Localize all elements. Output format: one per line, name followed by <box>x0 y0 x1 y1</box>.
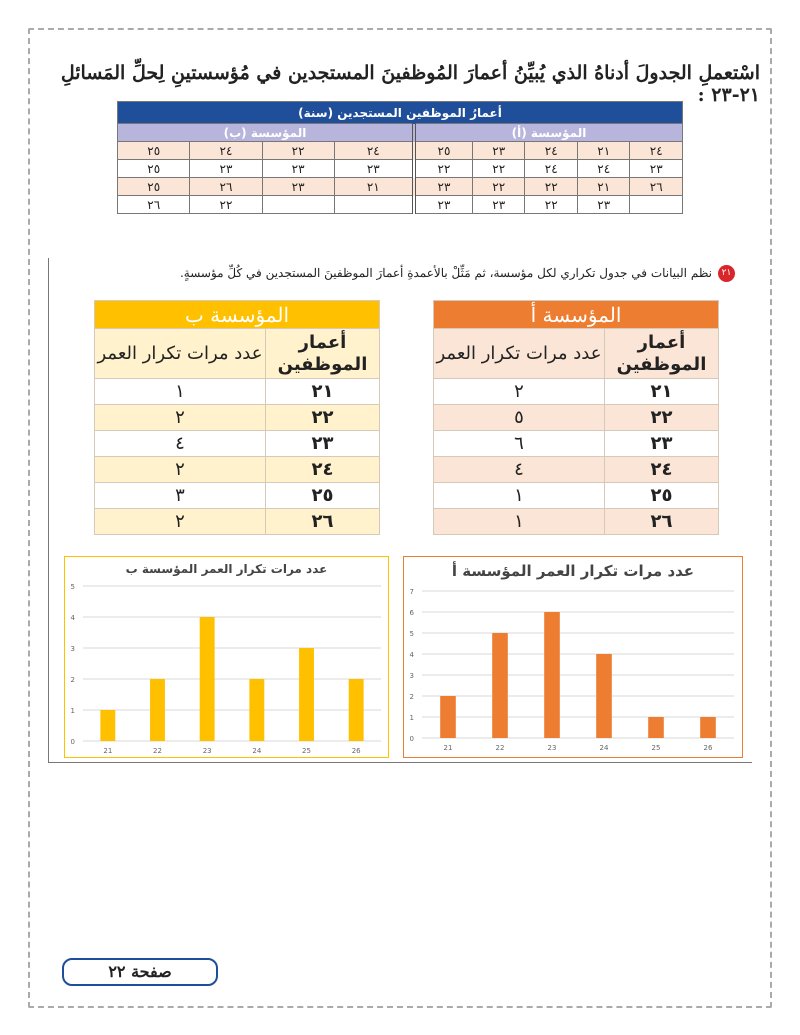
bar-25 <box>299 648 314 741</box>
bar-23 <box>200 617 215 741</box>
frequency-row <box>95 483 380 509</box>
frequency-row <box>434 457 719 483</box>
ages-table-cell-b: ٢٦ <box>190 178 262 196</box>
question-number: ٢١ <box>718 265 735 282</box>
ages-table-row <box>118 196 683 214</box>
y-tick-label: 5 <box>70 583 75 591</box>
ages-table-cell-b: ٢١ <box>334 178 414 196</box>
y-tick-label: 0 <box>409 735 414 743</box>
ages-table-cell-b: ٢٣ <box>262 178 334 196</box>
ages-table-cell-b: ٢٣ <box>262 160 334 178</box>
ages-table-cell-b <box>262 196 334 214</box>
frequency-table-b-age-header: أعمار الموظفين <box>266 329 380 379</box>
frequency-count: ٦ <box>434 431 605 457</box>
frequency-table-a-count-header: عدد مرات تكرار العمر <box>434 329 605 379</box>
x-tick-label: 24 <box>252 747 262 755</box>
y-tick-label: 1 <box>409 714 414 722</box>
ages-table-cell-a: ٢٢ <box>472 178 525 196</box>
frequency-count: ١ <box>434 483 605 509</box>
frequency-table-b-count-header: عدد مرات تكرار العمر <box>95 329 266 379</box>
x-tick-label: 25 <box>651 744 661 752</box>
ages-table-cell-a: ٢٣ <box>472 196 525 214</box>
x-tick-label: 24 <box>599 744 609 752</box>
bar-25 <box>648 717 664 738</box>
frequency-age: ٢٤ <box>605 457 719 483</box>
frequency-row <box>434 509 719 535</box>
frequency-count: ٣ <box>95 483 266 509</box>
frequency-table-a-title: المؤسسة أ <box>434 301 719 329</box>
frequency-row <box>434 483 719 509</box>
ages-table-cell-a: ٢٤ <box>525 142 578 160</box>
question <box>60 265 735 282</box>
frequency-age: ٢٢ <box>266 405 380 431</box>
frequency-count: ٢ <box>95 509 266 535</box>
ages-table-cell-a: ٢٥ <box>414 142 472 160</box>
frequency-table-a <box>433 300 719 535</box>
ages-table-cell-a: ٢٤ <box>577 160 630 178</box>
frequency-age: ٢٢ <box>605 405 719 431</box>
bar-26 <box>349 679 364 741</box>
y-tick-label: 7 <box>409 588 414 596</box>
bar-chart-a <box>403 556 743 758</box>
y-tick-label: 5 <box>409 630 414 638</box>
frequency-row <box>95 509 380 535</box>
ages-table-cell-a: ٢١ <box>577 178 630 196</box>
ages-table-cell-a: ٢٢ <box>525 178 578 196</box>
frequency-age: ٢٤ <box>266 457 380 483</box>
ages-table-cell-b: ٢٢ <box>262 142 334 160</box>
frequency-count: ٢ <box>95 457 266 483</box>
ages-table-row <box>118 178 683 196</box>
y-tick-label: 2 <box>409 693 414 701</box>
frequency-count: ١ <box>434 509 605 535</box>
frequency-count: ١ <box>95 379 266 405</box>
x-tick-label: 21 <box>443 744 453 752</box>
ages-table-title: أعمارُ الموظفين المستجدين (سنة) <box>118 102 683 124</box>
frequency-age: ٢٣ <box>266 431 380 457</box>
ages-table-cell-b: ٢٥ <box>118 142 190 160</box>
ages-table-cell-a: ٢٣ <box>472 142 525 160</box>
frequency-row <box>95 431 380 457</box>
frequency-row <box>434 431 719 457</box>
y-tick-label: 3 <box>70 645 75 653</box>
frequency-age: ٢٣ <box>605 431 719 457</box>
bar-21 <box>440 696 456 738</box>
ages-table-cell-a: ٢٢ <box>414 160 472 178</box>
y-tick-label: 1 <box>70 707 75 715</box>
ages-table <box>117 101 683 214</box>
frequency-age: ٢٥ <box>605 483 719 509</box>
frequency-table-b <box>94 300 380 535</box>
ages-table-cell-b: ٢٤ <box>334 142 414 160</box>
frequency-age: ٢١ <box>266 379 380 405</box>
x-tick-label: 23 <box>202 747 212 755</box>
x-tick-label: 22 <box>495 744 505 752</box>
bar-24 <box>249 679 264 741</box>
ages-table-cell-a: ٢٤ <box>525 160 578 178</box>
chart-b-plot <box>65 557 388 757</box>
frequency-table-b-title: المؤسسة ب <box>95 301 380 329</box>
institution-a-header: المؤسسة (أ) <box>414 124 683 142</box>
frequency-count: ٤ <box>95 431 266 457</box>
frequency-age: ٢٦ <box>605 509 719 535</box>
ages-table-row <box>118 160 683 178</box>
ages-table-cell-b <box>334 196 414 214</box>
frequency-row <box>95 379 380 405</box>
ages-table-cell-a: ٢٣ <box>414 196 472 214</box>
ages-table-cell-a: ٢٣ <box>630 160 683 178</box>
x-tick-label: 22 <box>153 747 162 755</box>
y-tick-label: 4 <box>409 651 414 659</box>
question-text: نظم البيانات في جدول تكراري لكل مؤسسة، ثم مَثِّلْ بالأعمدةِ أعمارَ الموظفينَ المستجدين في كُلِّ مؤسسةٍ. <box>179 266 712 280</box>
frequency-row <box>434 379 719 405</box>
ages-table-cell-a: ٢٢ <box>525 196 578 214</box>
ages-table-cell-b: ٢٥ <box>118 178 190 196</box>
ages-table-cell-b: ٢٣ <box>334 160 414 178</box>
ages-table-cell-b: ٢٣ <box>190 160 262 178</box>
x-tick-label: 26 <box>703 744 713 752</box>
chart-a-title: عدد مرات تكرار العمر المؤسسة أ <box>451 562 695 580</box>
ages-table-row <box>118 142 683 160</box>
chart-b-title: عدد مرات تكرار العمر المؤسسة ب <box>125 562 328 576</box>
frequency-age: ٢١ <box>605 379 719 405</box>
frequency-count: ٢ <box>434 379 605 405</box>
ages-table-cell-b: ٢٢ <box>190 196 262 214</box>
bar-22 <box>150 679 165 741</box>
bar-21 <box>100 710 115 741</box>
bar-23 <box>544 612 560 738</box>
page-number-label: صفحة ٢٢ <box>62 958 218 986</box>
ages-table-cell-a: ٢٣ <box>414 178 472 196</box>
frequency-age: ٢٥ <box>266 483 380 509</box>
ages-table-cell-a: ٢٦ <box>630 178 683 196</box>
frequency-row <box>434 405 719 431</box>
page-heading: اسْتعملِ الجدولَ أدناهُ الذي يُبيِّنُ أعمارَ المُوظفينَ المستجدين في مُؤسستينِ لِحلِّ المَسائلِ ٢١-٢٣ : <box>60 62 760 106</box>
ages-table-cell-a <box>630 196 683 214</box>
x-tick-label: 26 <box>351 747 361 755</box>
x-tick-label: 25 <box>302 747 311 755</box>
frequency-row <box>95 405 380 431</box>
ages-table-cell-a: ٢١ <box>577 142 630 160</box>
frequency-table-a-age-header: أعمار الموظفين <box>605 329 719 379</box>
bar-26 <box>700 717 716 738</box>
x-tick-label: 23 <box>547 744 557 752</box>
ages-table-cell-a: ٢٢ <box>472 160 525 178</box>
y-tick-label: 2 <box>70 676 75 684</box>
ages-table-cell-a: ٢٣ <box>577 196 630 214</box>
frequency-count: ٢ <box>95 405 266 431</box>
ages-table-cell-b: ٢٦ <box>118 196 190 214</box>
ages-table-cell-b: ٢٤ <box>190 142 262 160</box>
y-tick-label: 4 <box>70 614 75 622</box>
frequency-age: ٢٦ <box>266 509 380 535</box>
frequency-count: ٤ <box>434 457 605 483</box>
y-tick-label: 0 <box>70 738 75 746</box>
ages-table-cell-b: ٢٥ <box>118 160 190 178</box>
y-tick-label: 6 <box>409 609 414 617</box>
bar-24 <box>596 654 612 738</box>
chart-a-plot <box>404 557 742 757</box>
bar-22 <box>492 633 508 738</box>
y-tick-label: 3 <box>409 672 414 680</box>
bar-chart-b <box>64 556 389 758</box>
ages-table-cell-a: ٢٤ <box>630 142 683 160</box>
institution-b-header: المؤسسة (ب) <box>118 124 414 142</box>
frequency-row <box>95 457 380 483</box>
x-tick-label: 21 <box>103 747 113 755</box>
frequency-count: ٥ <box>434 405 605 431</box>
